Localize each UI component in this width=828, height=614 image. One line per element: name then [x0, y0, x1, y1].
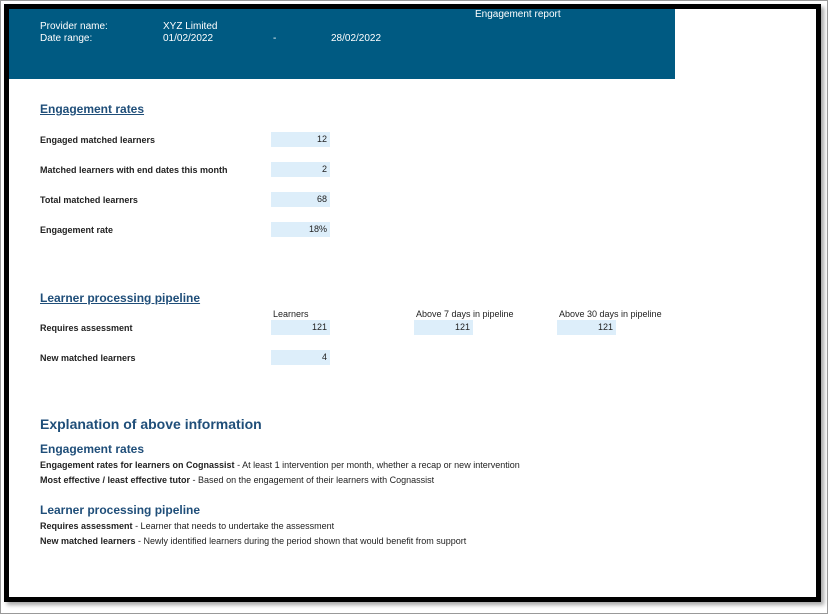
engagement-rate-value: 18% — [271, 222, 330, 237]
requires-assessment-label: Requires assessment — [40, 323, 133, 333]
explanation-line-4 — [40, 536, 466, 546]
requires-assessment-30-days: 121 — [557, 320, 616, 335]
explanation-line-1 — [40, 460, 520, 470]
explanation-term-3: Requires assessment — [40, 521, 133, 531]
date-to: 28/02/2022 — [331, 33, 382, 44]
requires-assessment-learners: 121 — [271, 320, 330, 335]
explanation-text-2: - Based on the engagement of their learners with Cognassist — [190, 475, 435, 485]
date-range-label: Date range: — [40, 33, 93, 44]
pipeline-title: Learner processing pipeline — [40, 291, 201, 305]
report-title: Engagement report — [475, 9, 561, 20]
col-7-days: Above 7 days in pipeline — [416, 309, 514, 319]
matched-end-dates-label: Matched learners with end dates this month — [40, 165, 228, 175]
explanation-line-2 — [40, 475, 434, 485]
col-30-days: Above 30 days in pipeline — [559, 309, 662, 319]
engagement-rate-label: Engagement rate — [40, 225, 114, 235]
explanation-text-1: - At least 1 intervention per month, whether a recap or new intervention — [234, 460, 520, 470]
explanation-text-4: - Newly identified learners during the period shown that would benefit from support — [135, 536, 467, 546]
new-matched-learners-value: 4 — [271, 350, 330, 365]
explanation-engagement-subtitle: Engagement rates — [40, 442, 145, 456]
provider-label: Provider name: — [40, 21, 108, 32]
matched-end-dates-value: 2 — [271, 162, 330, 177]
col-learners: Learners — [273, 309, 309, 319]
engagement-rates-title: Engagement rates — [40, 102, 145, 116]
engaged-matched-learners-label: Engaged matched learners — [40, 135, 156, 145]
explanation-term-4: New matched learners — [40, 536, 136, 546]
requires-assessment-7-days: 121 — [414, 320, 473, 335]
total-matched-learners-label: Total matched learners — [40, 195, 138, 205]
engaged-matched-learners-value: 12 — [271, 132, 330, 147]
report-page — [4, 4, 821, 602]
explanation-title: Explanation of above information — [40, 416, 262, 432]
date-separator: - — [273, 33, 277, 44]
explanation-term-2: Most effective / least effective tutor — [40, 475, 191, 485]
provider-value: XYZ Limited — [163, 21, 218, 32]
explanation-pipeline-subtitle: Learner processing pipeline — [40, 503, 201, 517]
explanation-term-1: Engagement rates for learners on Cognassist — [40, 460, 235, 470]
new-matched-learners-label: New matched learners — [40, 353, 136, 363]
report-header — [9, 9, 675, 79]
date-from: 01/02/2022 — [163, 33, 214, 44]
explanation-line-3 — [40, 521, 334, 531]
total-matched-learners-value: 68 — [271, 192, 330, 207]
explanation-text-3: - Learner that needs to undertake the assessment — [132, 521, 335, 531]
